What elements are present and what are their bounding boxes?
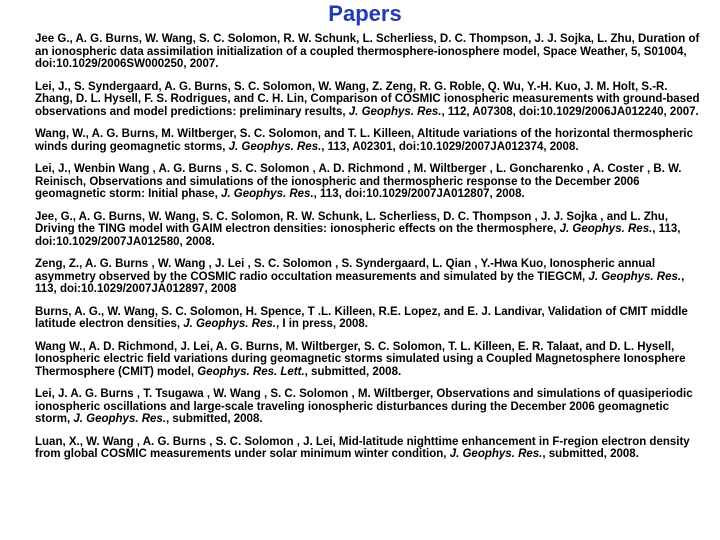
reference-details: , 113, A02301, doi:10.1029/2007JA012374, 2008. (321, 140, 579, 153)
reference-item (35, 436, 705, 461)
journal-name: J. Geophys. Res. (449, 448, 543, 460)
reference-text: Luan, X., W. Wang , A. G. Burns , S. C. Solomon , J. Lei, Mid-latitude nighttime enhancement in F-region electron density from global COSMIC measurements under solar minimum winter condition, (35, 435, 690, 460)
reference-text: Jee G., A. G. Burns, W. Wang, S. C. Solomon, R. W. Schunk, L. Scherliess, D. C. Thompson, J. J. Sojka, L. Zhu, Duration of an ionospheric data assimilation initialization of a coupled thermosphere-ionosphere model, Space Weather, 5, S01004, doi:10.1029/2006SW000250, 2007. (35, 33, 700, 70)
journal-name: J. Geophys. Res. (348, 105, 442, 118)
reference-item (35, 306, 705, 331)
reference-item (35, 211, 705, 249)
reference-text: Jee, G., A. G. Burns, W. Wang, S. C. Solomon, R. W. Schunk, L. Scherliess, D. C. Thompson , J. J. Sojka , and L. Zhu, Driving the TING model with GAIM electron densities: ionospheric effects on the thermosphere, (35, 210, 669, 235)
reference-item (35, 388, 705, 426)
reference-details: , submitted, 2008. (542, 448, 639, 460)
journal-name: J. Geophys. Res. (73, 413, 167, 425)
journal-name: J. Geophys. Res. (183, 318, 276, 330)
reference-details: , submitted, 2008. (304, 365, 402, 378)
reference-text: Lei, J., S. Syndergaard, A. G. Burns, S. C. Solomon, W. Wang, Z. Zeng, R. G. Roble, Q. Wu, Y.-H. Kuo, J. M. Holt, S.-R. Zhang, D. L. Hysell, F. S. Rodrigues, and C. H. Lin, Comparison of COSMIC ionospheric measurements with ground-based observations and model predictions: preliminary results, (35, 80, 700, 118)
reference-details: , 113, doi:10.1029/2007JA012807, 2008. (313, 188, 525, 200)
reference-item (35, 163, 705, 201)
journal-name: Geophys. Res. Lett. (197, 365, 305, 378)
reference-details: , I in press, 2008. (275, 318, 369, 330)
journal-name: J. Geophys. Res. (588, 270, 682, 283)
page-title: Papers (328, 1, 402, 26)
reference-text: Burns, A. G., W. Wang, S. C. Solomon, H. Spence, T .L. Killeen, R.E. Lopez, and E. J. Landivar, Validation of CMIT middle latitude electron densities, (35, 305, 688, 330)
reference-details: , 112, A07308, doi:10.1029/2006JA012240, 2007. (441, 105, 699, 118)
journal-name: J. Geophys. Res. (559, 223, 653, 235)
reference-details: , 113, doi:10.1029/2007JA012580, 2008. (35, 223, 681, 248)
reference-item (35, 33, 705, 71)
reference-item (35, 341, 705, 379)
reference-item (35, 81, 705, 119)
reference-details: , 113, doi:10.1029/2007JA012897, 2008 (35, 270, 685, 295)
reference-item (35, 128, 705, 153)
journal-name: J. Geophys. Res. (228, 140, 322, 153)
reference-text: Wang, W., A. G. Burns, M. Wiltberger, S. C. Solomon, and T. L. Killeen, Altitude variations of the horizontal thermospheric winds during geomagnetic storms, (35, 128, 694, 153)
journal-name: J. Geophys. Res. (220, 188, 314, 200)
reference-text: Lei, J. A. G. Burns , T. Tsugawa , W. Wang , S. C. Solomon , M. Wiltberger, Observations and simulations of quasiperiodic ionospheric oscillations and large-scale traveling ionospheric disturbances during the December 2006 geomagnetic storm, (35, 388, 693, 425)
reference-text: Wang W., A. D. Richmond, J. Lei, A. G. Burns, M. Wiltberger, S. C. Solomon, T. L. Killeen, E. R. Talaat, and D. L. Hysell, Ionospheric electric field variations during geomagnetic storms simulated using a Coupled Magnetosphere Ionosphere Thermosphere (CMIT) model, (35, 340, 686, 378)
reference-text: Lei, J., Wenbin Wang , A. G. Burns , S. C. Solomon , A. D. Richmond , M. Wiltberger , L. Goncharenko , A. Coster , B. W. Reinisch, Observations and simulations of the ionospheric and thermospheric response to the December 2006 geomagnetic storm: Initial phase, (35, 163, 682, 200)
reference-details: , submitted, 2008. (166, 413, 263, 425)
reference-text: Zeng, Z., A. G. Burns , W. Wang , J. Lei , S. C. Solomon , S. Syndergaard, L. Qian , Y.-Hwa Kuo, Ionospheric annual asymmetry observed by the COSMIC radio occultation measurements and simulated by the TIEGCM, (35, 258, 656, 283)
reference-item (35, 258, 705, 296)
reference-list (35, 33, 705, 471)
